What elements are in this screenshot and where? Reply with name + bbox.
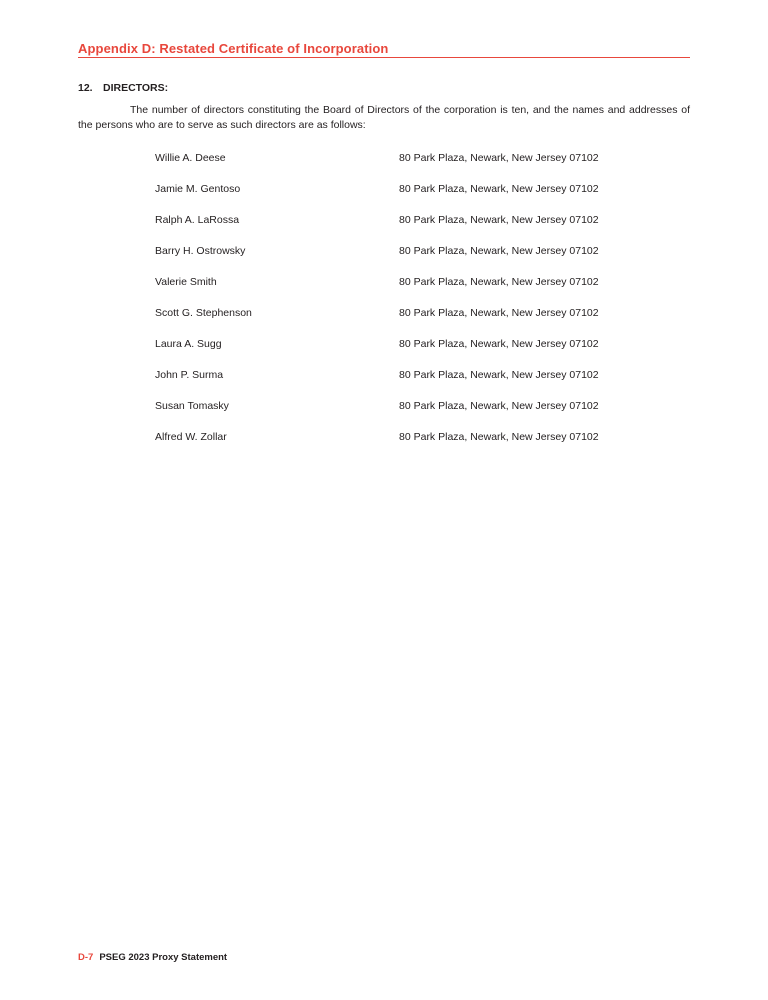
director-row xyxy=(155,245,615,276)
director-name: Valerie Smith xyxy=(155,276,217,288)
director-row xyxy=(155,369,615,400)
director-address: 80 Park Plaza, Newark, New Jersey 07102 xyxy=(399,338,599,350)
director-address: 80 Park Plaza, Newark, New Jersey 07102 xyxy=(399,152,599,164)
footer-title: PSEG 2023 Proxy Statement xyxy=(99,952,228,963)
director-name: Scott G. Stephenson xyxy=(155,307,252,319)
director-name: Barry H. Ostrowsky xyxy=(155,245,246,257)
director-row xyxy=(155,183,615,214)
section-heading xyxy=(78,82,168,94)
directors-list xyxy=(155,152,615,462)
director-row xyxy=(155,431,615,462)
director-row xyxy=(155,152,615,183)
page-number: D-7 xyxy=(78,952,94,963)
page-footer xyxy=(78,952,227,963)
director-address: 80 Park Plaza, Newark, New Jersey 07102 xyxy=(399,400,599,412)
director-row xyxy=(155,276,615,307)
director-address: 80 Park Plaza, Newark, New Jersey 07102 xyxy=(399,431,599,443)
intro-paragraph: The number of directors constituting the Board of Directors of the corporation is ten, and the names and addresses of the persons who are to serve as such directors are as follows: xyxy=(78,104,690,131)
director-address: 80 Park Plaza, Newark, New Jersey 07102 xyxy=(399,307,599,319)
director-name: Alfred W. Zollar xyxy=(155,431,227,443)
director-row xyxy=(155,338,615,369)
director-name: Laura A. Sugg xyxy=(155,338,222,350)
director-name: John P. Surma xyxy=(155,369,224,381)
director-name: Willie A. Deese xyxy=(155,152,226,164)
director-row xyxy=(155,400,615,431)
director-address: 80 Park Plaza, Newark, New Jersey 07102 xyxy=(399,369,599,381)
director-address: 80 Park Plaza, Newark, New Jersey 07102 xyxy=(399,245,599,257)
director-address: 80 Park Plaza, Newark, New Jersey 07102 xyxy=(399,214,599,226)
director-name: Jamie M. Gentoso xyxy=(155,183,241,195)
director-address: 80 Park Plaza, Newark, New Jersey 07102 xyxy=(399,183,599,195)
director-row xyxy=(155,307,615,338)
director-name: Ralph A. LaRossa xyxy=(155,214,240,226)
director-address: 80 Park Plaza, Newark, New Jersey 07102 xyxy=(399,276,599,288)
header-title: Appendix D: Restated Certificate of Incorporation xyxy=(78,41,389,56)
director-name: Susan Tomasky xyxy=(155,400,229,412)
section-title: DIRECTORS: xyxy=(103,82,169,94)
page-header xyxy=(78,42,690,58)
director-row xyxy=(155,214,615,245)
section-number: 12. xyxy=(78,82,93,94)
